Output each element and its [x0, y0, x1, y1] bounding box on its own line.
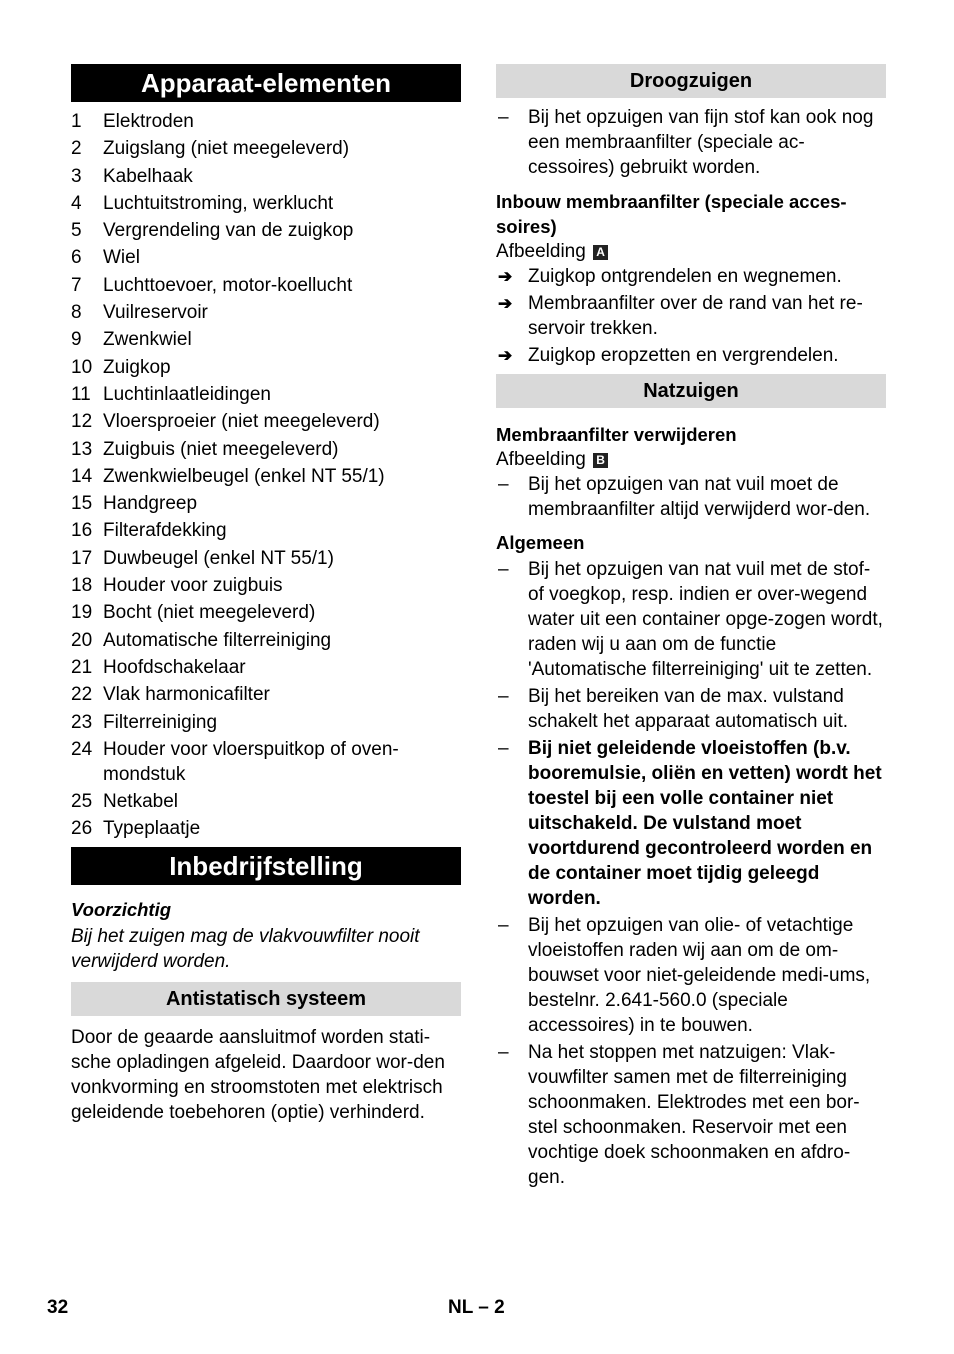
item-label: Vlak harmonicafilter	[103, 684, 270, 706]
parts-list-item	[71, 300, 461, 325]
section-title-droogzuigen: Droogzuigen	[496, 64, 886, 98]
item-number: 17	[71, 547, 93, 569]
dry-text: Bij het opzuigen van fijn stof kan ook nog een membraanfilter (speciale ac-cessoires) gebruikt worden.	[528, 107, 874, 178]
item-number: 5	[71, 220, 82, 242]
item-number: 21	[71, 656, 93, 678]
general-item-text: Bij het bereiken van de max. vulstand schakelt het apparaat automatisch uit.	[528, 686, 849, 732]
item-label: Hoofdschakelaar	[103, 656, 246, 678]
caution-text: Bij het zuigen mag de vlakvouwfilter nooit verwijderd worden.	[71, 926, 420, 973]
item-label: Wiel	[103, 247, 140, 269]
item-number: 2	[71, 138, 82, 160]
item-number: 24	[71, 738, 93, 760]
parts-list-item	[71, 136, 461, 161]
parts-list-item	[71, 600, 461, 625]
item-label: Netkabel	[103, 791, 178, 813]
parts-list-item	[71, 245, 461, 270]
item-number: 7	[71, 274, 82, 296]
install-step-text: Zuigkop eropzetten en vergrendelen.	[528, 345, 839, 366]
language-page-label: NL – 2	[448, 1297, 505, 1318]
item-label: Vloersproeier (niet meegeleverd)	[103, 411, 380, 433]
parts-list-item	[71, 355, 461, 380]
item-label: Filterafdekking	[103, 520, 227, 542]
item-number: 16	[71, 520, 93, 542]
item-number: 19	[71, 602, 93, 624]
figure-ref-b	[496, 447, 886, 472]
parts-list-item	[71, 789, 461, 814]
right-column	[496, 64, 886, 1192]
section-title-inbedrijfstelling: Inbedrijfstelling	[71, 847, 461, 885]
item-number: 23	[71, 711, 93, 733]
parts-list-item	[71, 327, 461, 352]
figure-a-icon: A	[593, 245, 608, 260]
general-list-item	[496, 913, 886, 1038]
item-label: Zuigslang (niet meegeleverd)	[103, 138, 350, 160]
item-label: Kabelhaak	[103, 165, 193, 187]
item-label: Handgreep	[103, 493, 198, 515]
parts-list-item	[71, 655, 461, 680]
list-item	[496, 105, 886, 180]
left-column	[71, 64, 461, 1125]
arrow-icon: ➔	[498, 346, 513, 365]
item-label: Houder voor zuigbuis	[103, 575, 283, 597]
item-number: 3	[71, 165, 82, 187]
item-label: Vuilreservoir	[103, 302, 208, 324]
item-label: Elektroden	[103, 111, 194, 132]
parts-list-item	[71, 409, 461, 434]
dash-mark: –	[498, 107, 509, 128]
parts-list	[71, 109, 461, 841]
item-number: 12	[71, 411, 93, 433]
item-number: 10	[71, 356, 93, 378]
install-step	[496, 291, 886, 341]
install-step	[496, 264, 886, 289]
general-item-text: Bij niet geleidende vloeistoffen (b.v. booremulsie, oliën en vetten) wordt het toestel bij een volle container niet uitschakeld. De vulstand moet voortdurend gecontroleerd worden en de container moet tijdig geleegd worden.	[528, 738, 882, 909]
item-label: Zuigbuis (niet meegeleverd)	[103, 438, 339, 460]
item-number: 6	[71, 247, 82, 269]
parts-list-item	[71, 573, 461, 598]
general-list	[496, 557, 886, 1190]
install-step	[496, 343, 886, 368]
item-label: Filterreiniging	[103, 711, 218, 733]
caution-label: Voorzichtig	[71, 899, 172, 921]
item-label: Luchttoevoer, motor-koellucht	[103, 274, 353, 296]
item-label: Houder voor vloerspuitkop of oven- mondstuk	[103, 738, 399, 785]
parts-list-item	[71, 546, 461, 571]
dash-mark: –	[498, 686, 509, 707]
item-label: Automatische filterreiniging	[103, 629, 332, 651]
dash-mark: –	[498, 915, 509, 936]
item-number: 1	[71, 111, 82, 132]
item-label: Vergrendeling van de zuigkop	[103, 220, 354, 242]
figure-ref-a	[496, 239, 886, 264]
parts-list-item	[71, 437, 461, 462]
parts-list-item	[71, 218, 461, 243]
item-number: 13	[71, 438, 93, 460]
install-steps	[496, 264, 886, 368]
general-heading: Algemeen	[496, 532, 585, 553]
dash-mark: –	[498, 474, 509, 495]
parts-list-item	[71, 191, 461, 216]
item-number: 20	[71, 629, 93, 651]
item-number: 9	[71, 329, 82, 351]
arrow-icon: ➔	[498, 294, 513, 313]
general-item-text: Bij het opzuigen van olie- of vetachtige vloeistoffen raden wij aan om de om-bouwset voor niet-geleidende medi-ums, bestelnr. 2.641-560.0 (speciale accessoires) in te bouwen.	[528, 915, 871, 1036]
item-label: Luchtuitstroming, werklucht	[103, 192, 334, 214]
parts-list-item	[71, 737, 461, 787]
parts-list-item	[71, 491, 461, 516]
antistatic-text: Door de geaarde aansluitmof worden stati-sche opladingen afgeleid. Daardoor wor-den vonkvorming en stroomstoten met elektrisch geleidende toebehoren (optie) verhinderd.	[71, 1027, 445, 1124]
dash-mark: –	[498, 1042, 509, 1063]
item-number: 4	[71, 192, 82, 214]
item-number: 26	[71, 818, 93, 840]
section-title-natzuigen: Natzuigen	[496, 374, 886, 408]
figure-b-icon: B	[593, 453, 608, 468]
item-label: Typeplaatje	[103, 818, 201, 840]
parts-list-item	[71, 273, 461, 298]
figure-label: Afbeelding	[496, 241, 586, 262]
item-label: Zwenkwiel	[103, 329, 192, 351]
general-list-item	[496, 1040, 886, 1190]
parts-list-item	[71, 628, 461, 653]
section-title-antistatisch: Antistatisch systeem	[71, 982, 461, 1016]
parts-list-item	[71, 464, 461, 489]
item-number: 15	[71, 493, 93, 515]
parts-list-item	[71, 382, 461, 407]
parts-list-item	[71, 816, 461, 841]
page-number: 32	[47, 1297, 69, 1318]
item-number: 22	[71, 684, 93, 706]
item-number: 18	[71, 575, 93, 597]
parts-list-item	[71, 682, 461, 707]
remove-heading: Membraanfilter verwijderen	[496, 424, 737, 445]
general-list-item	[496, 557, 886, 682]
item-number: 8	[71, 302, 82, 324]
list-item	[496, 472, 886, 522]
general-list-item	[496, 684, 886, 734]
parts-list-item	[71, 109, 461, 134]
parts-list-item	[71, 164, 461, 189]
dash-mark: –	[498, 559, 509, 580]
general-item-text: Na het stoppen met natzuigen: Vlak-vouwfilter samen met de filterreiniging schoonmaken. Elektrodes met een bor-stel schoonmaken. Reservoir met een vochtige doek schoonmaken en afdro-gen.	[528, 1042, 860, 1188]
install-heading: Inbouw membraanfilter (speciale acces-soires)	[496, 191, 847, 237]
item-label: Duwbeugel (enkel NT 55/1)	[103, 547, 334, 569]
remove-text: Bij het opzuigen van nat vuil moet de membraanfilter altijd verwijderd wor-den.	[528, 474, 871, 520]
item-label: Zuigkop	[103, 356, 171, 378]
install-step-text: Membraanfilter over de rand van het re-servoir trekken.	[528, 293, 863, 339]
item-label: Zwenkwielbeugel (enkel NT 55/1)	[103, 465, 385, 487]
dash-mark: –	[498, 738, 509, 759]
item-number: 25	[71, 791, 93, 813]
general-item-text: Bij het opzuigen van nat vuil met de stof- of voegkop, resp. indien er over-wegend water uit een container opge-zogen wordt, raden wij u aan om de functie 'Automatische filterreiniging' uit te zetten.	[528, 559, 883, 680]
parts-list-item	[71, 710, 461, 735]
item-label: Bocht (niet meegeleverd)	[103, 602, 316, 624]
item-number: 14	[71, 465, 93, 487]
item-number: 11	[71, 383, 91, 405]
arrow-icon: ➔	[498, 267, 513, 286]
figure-label: Afbeelding	[496, 449, 586, 470]
item-label: Luchtinlaatleidingen	[103, 383, 271, 405]
section-title-apparaat-elementen: Apparaat-elementen	[71, 64, 461, 102]
install-step-text: Zuigkop ontgrendelen en wegnemen.	[528, 266, 842, 287]
parts-list-item	[71, 518, 461, 543]
general-list-item	[496, 736, 886, 911]
